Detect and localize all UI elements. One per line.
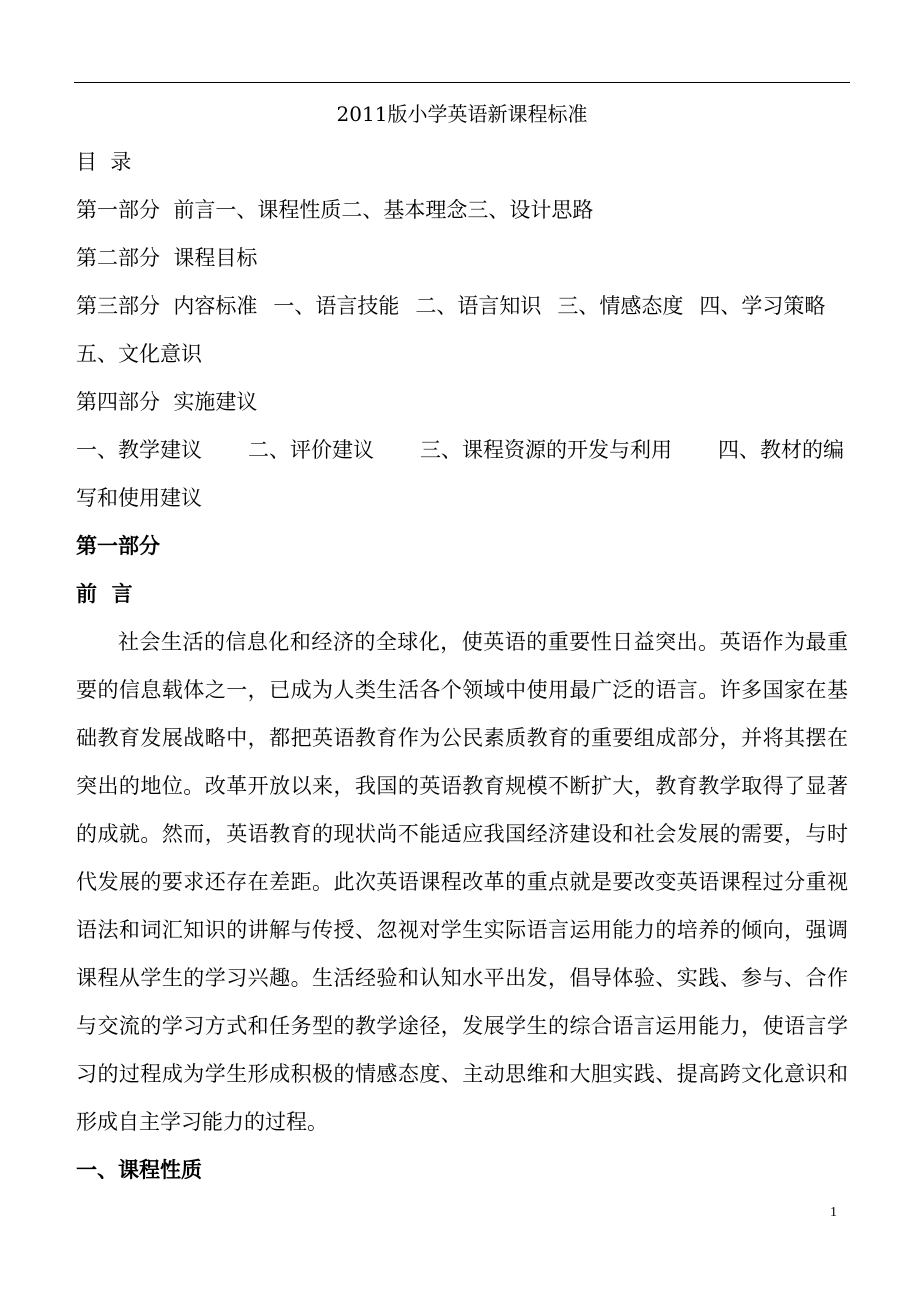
toc-part3	[76, 282, 848, 378]
preface-heading: 前 言	[76, 581, 133, 606]
toc-part4-items	[76, 426, 848, 522]
toc-heading: 目 录	[76, 150, 132, 174]
page-number: 1	[830, 1205, 837, 1220]
subsection-heading: 一、课程性质	[76, 1157, 202, 1182]
toc-part3-label: 第三部分 内容标准	[76, 294, 258, 318]
toc-part4-item: 三、课程资源的开发与利用	[420, 438, 672, 462]
preface-paragraph: 社会生活的信息化和经济的全球化，使英语的重要性日益突出。英语作为最重要的信息载体之一，已成为人类生活各个领域中使用最广泛的语言。许多国家在基础教育发展战略中，都把英语教育作为公民素质教育的重要组成部分，并将其摆在突出的地位。改革开放以来，我国的英语教育规模不断扩大，教育教学取得了显著的成就。然而，英语教育的现状尚不能适应我国经济建设和社会发展的需要，与时代发展的要求还存在差距。此次英语课程改革的重点就是要改变英语课程过分重视语法和词汇知识的讲解与传授、忽视对学生实际语言运用能力的培养的倾向，强调课程从学生的学习兴趣。生活经验和认知水平出发，倡导体验、实践、参与、合作与交流的学习方式和任务型的教学途径，发展学生的综合语言运用能力，使语言学习的过程成为学生形成积极的情感态度、主动思维和大胆实践、提高跨文化意识和形成自主学习能力的过程。	[76, 630, 848, 1134]
toc-part4-item: 二、评价建议	[248, 438, 374, 462]
toc-part2: 第二部分 课程目标	[76, 246, 258, 270]
header-rule	[74, 82, 850, 83]
toc-part3-item: 二、语言知识	[415, 294, 542, 318]
toc-part3-item: 四、学习策略	[699, 294, 826, 318]
section-heading: 第一部分	[76, 533, 160, 558]
document-body	[76, 90, 848, 1194]
toc-part3-item: 三、情感态度	[557, 294, 684, 318]
toc-part1: 第一部分 前言一、课程性质二、基本理念三、设计思路	[76, 198, 594, 222]
toc-part4: 第四部分 实施建议	[76, 390, 258, 414]
document-title: 2011版小学英语新课程标准	[336, 102, 588, 126]
toc-part3-item: 一、语言技能	[273, 294, 400, 318]
toc-part3-item: 五、文化意识	[76, 342, 202, 366]
toc-part4-item: 一、教学建议	[76, 438, 202, 462]
toc-part4-item: 四、教材的编写和使用建议	[76, 438, 844, 510]
